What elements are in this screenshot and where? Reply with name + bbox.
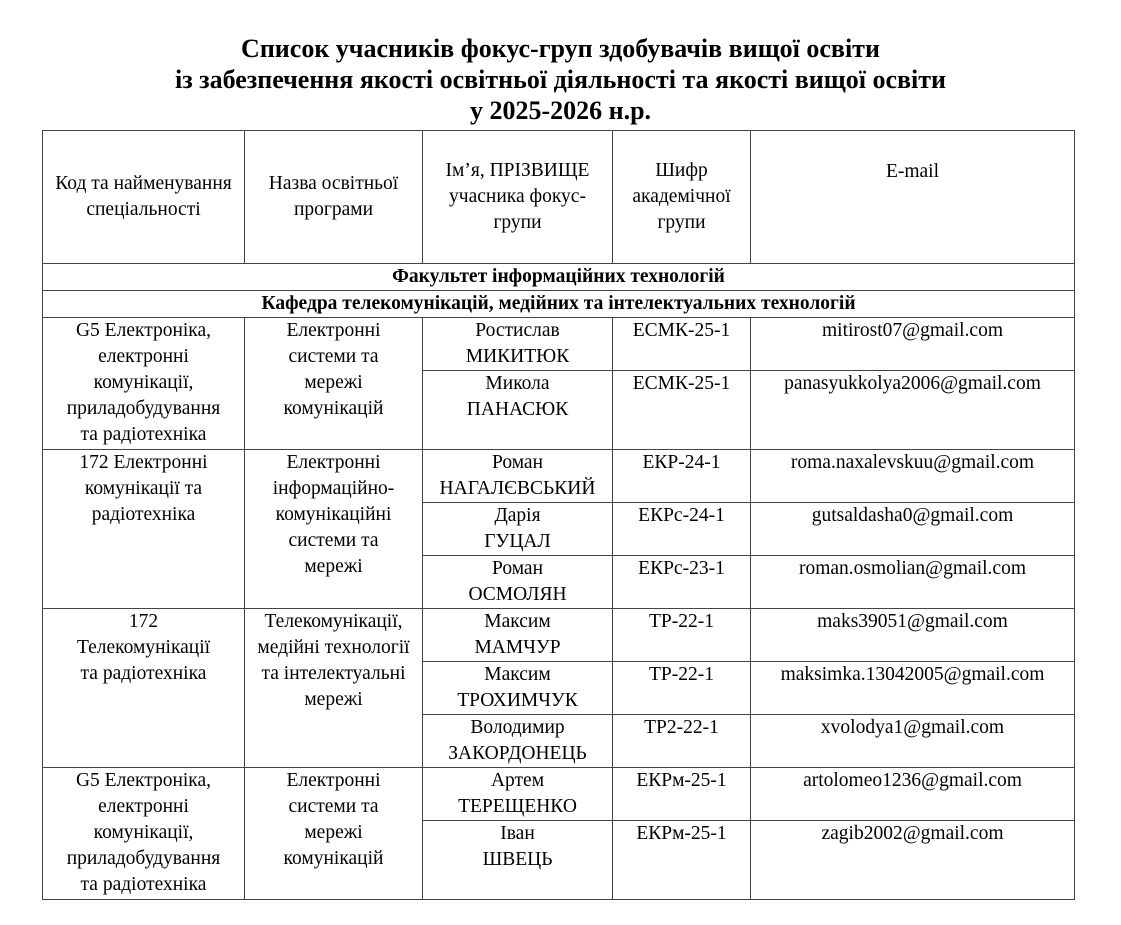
specialty-line: приладобудування — [66, 848, 221, 869]
specialty-line: 172 — [128, 611, 159, 632]
specialty-cell — [43, 318, 245, 450]
specialty-line: Телекомунікації — [76, 637, 211, 658]
email-cell[interactable]: zagib2002@gmail.com — [751, 821, 1075, 900]
header-name: Ім’я, ПРІЗВИЩЕ учасника фокус-групи — [423, 131, 613, 264]
program-line: Телекомунікації, — [264, 611, 403, 632]
email-cell[interactable]: gutsaldasha0@gmail.com — [751, 503, 1075, 556]
participant-last-name: ОСМОЛЯН — [468, 584, 567, 605]
program-line: комунікацій — [283, 398, 384, 419]
program-line: мережі — [304, 689, 363, 710]
participant-first-name: Ростислав — [475, 320, 560, 341]
group-code-cell: ТР-22-1 — [613, 609, 751, 662]
table-row — [43, 450, 1075, 503]
participant-last-name: МАМЧУР — [474, 637, 561, 658]
program-cell — [245, 450, 423, 609]
group-code-cell: ЕСМК-25-1 — [613, 371, 751, 450]
participant-name-cell — [423, 715, 613, 768]
participant-first-name: Володимир — [470, 717, 565, 738]
participant-name-cell — [423, 821, 613, 900]
participant-first-name: Роман — [491, 452, 544, 473]
specialty-line: комунікації, — [93, 822, 194, 843]
program-line: Електронні — [286, 770, 381, 791]
document-title — [0, 33, 1121, 126]
program-cell — [245, 768, 423, 900]
specialty-line: комунікації, — [93, 372, 194, 393]
email-cell[interactable]: mitirost07@gmail.com — [751, 318, 1075, 371]
specialty-line: 172 Електронні — [79, 452, 208, 473]
program-line: системи та — [288, 530, 379, 551]
participant-name-cell — [423, 503, 613, 556]
program-line: Електронні — [286, 452, 381, 473]
program-line: мережі — [304, 556, 363, 577]
participant-last-name: ТЕРЕЩЕНКО — [458, 796, 577, 817]
participant-name-cell — [423, 662, 613, 715]
email-cell[interactable]: artolomeo1236@gmail.com — [751, 768, 1075, 821]
participant-first-name: Максим — [484, 664, 551, 685]
participant-first-name: Максим — [484, 611, 551, 632]
program-line: комунікацій — [283, 848, 384, 869]
faculty-row — [43, 264, 1075, 291]
header-email: E-mail — [751, 131, 1075, 264]
faculty-name: Факультет інформаційних технологій — [43, 264, 1075, 291]
program-cell — [245, 609, 423, 768]
specialty-line: та радіотехніка — [80, 424, 207, 445]
email-cell[interactable]: roma.naxalevskuu@gmail.com — [751, 450, 1075, 503]
participant-first-name: Роман — [491, 558, 544, 579]
group-code-cell: ЕКРм-25-1 — [613, 768, 751, 821]
group-code-cell: ТР2-22-1 — [613, 715, 751, 768]
participant-first-name: Микола — [485, 373, 550, 394]
table-row — [43, 609, 1075, 662]
group-code-cell: ТР-22-1 — [613, 662, 751, 715]
specialty-line: G5 Електроніка, — [75, 770, 212, 791]
participant-name-cell — [423, 450, 613, 503]
header-group: Шифр академічної групи — [613, 131, 751, 264]
group-code-cell: ЕКРс-24-1 — [613, 503, 751, 556]
participant-name-cell — [423, 609, 613, 662]
participant-last-name: ШВЕЦЬ — [482, 849, 553, 870]
program-line: інформаційно- — [272, 478, 395, 499]
title-line-2: із забезпечення якості освітньої діяльності та якості вищої освіти — [174, 65, 946, 94]
participant-name-cell — [423, 318, 613, 371]
program-line: системи та — [288, 346, 379, 367]
participant-last-name: ЗАКОРДОНЕЦЬ — [448, 743, 587, 764]
department-name: Кафедра телекомунікацій, медійних та інтелектуальних технологій — [43, 291, 1075, 318]
header-row — [43, 131, 1075, 264]
specialty-line: G5 Електроніка, — [75, 320, 212, 341]
header-program: Назва освітньої програми — [245, 131, 423, 264]
program-cell — [245, 318, 423, 450]
program-line: мережі — [304, 822, 363, 843]
participant-last-name: ТРОХИМЧУК — [457, 690, 578, 711]
specialty-line: радіотехніка — [91, 504, 196, 525]
participant-first-name: Іван — [500, 823, 535, 844]
specialty-cell — [43, 768, 245, 900]
program-line: комунікаційні — [275, 504, 392, 525]
email-cell[interactable]: maks39051@gmail.com — [751, 609, 1075, 662]
participant-first-name: Дарія — [494, 505, 541, 526]
participant-first-name: Артем — [490, 770, 545, 791]
specialty-line: та радіотехніка — [80, 874, 207, 895]
header-specialty: Код та найменування спеціальності — [43, 131, 245, 264]
participants-table — [42, 130, 1075, 900]
specialty-line: електронні — [98, 796, 189, 817]
email-cell[interactable]: xvolodya1@gmail.com — [751, 715, 1075, 768]
specialty-line: електронні — [98, 346, 189, 367]
participant-name-cell — [423, 371, 613, 450]
participant-last-name: МИКИТЮК — [465, 346, 570, 367]
group-code-cell: ЕКРс-23-1 — [613, 556, 751, 609]
group-code-cell: ЕСМК-25-1 — [613, 318, 751, 371]
group-code-cell: ЕКР-24-1 — [613, 450, 751, 503]
participant-last-name: ГУЦАЛ — [484, 531, 551, 552]
program-line: та інтелектуальні — [261, 663, 406, 684]
program-line: системи та — [288, 796, 379, 817]
participant-name-cell — [423, 556, 613, 609]
specialty-cell — [43, 609, 245, 768]
email-cell[interactable]: maksimka.13042005@gmail.com — [751, 662, 1075, 715]
title-line-1: Список учасників фокус-груп здобувачів вищої освіти — [241, 34, 880, 63]
department-row — [43, 291, 1075, 318]
specialty-line: та радіотехніка — [80, 663, 207, 684]
email-cell[interactable]: roman.osmolian@gmail.com — [751, 556, 1075, 609]
table-row — [43, 318, 1075, 371]
email-cell[interactable]: panasyukkolya2006@gmail.com — [751, 371, 1075, 450]
program-line: Електронні — [286, 320, 381, 341]
participant-last-name: НАГАЛЄВСЬКИЙ — [439, 478, 596, 499]
group-code-cell: ЕКРм-25-1 — [613, 821, 751, 900]
participant-name-cell — [423, 768, 613, 821]
specialty-cell — [43, 450, 245, 609]
participant-last-name: ПАНАСЮК — [466, 399, 569, 420]
specialty-line: комунікації та — [84, 478, 203, 499]
program-line: мережі — [304, 372, 363, 393]
title-line-3: у 2025-2026 н.р. — [469, 96, 652, 125]
table-row — [43, 768, 1075, 821]
specialty-line: приладобудування — [66, 398, 221, 419]
program-line: медійні технології — [257, 637, 410, 658]
